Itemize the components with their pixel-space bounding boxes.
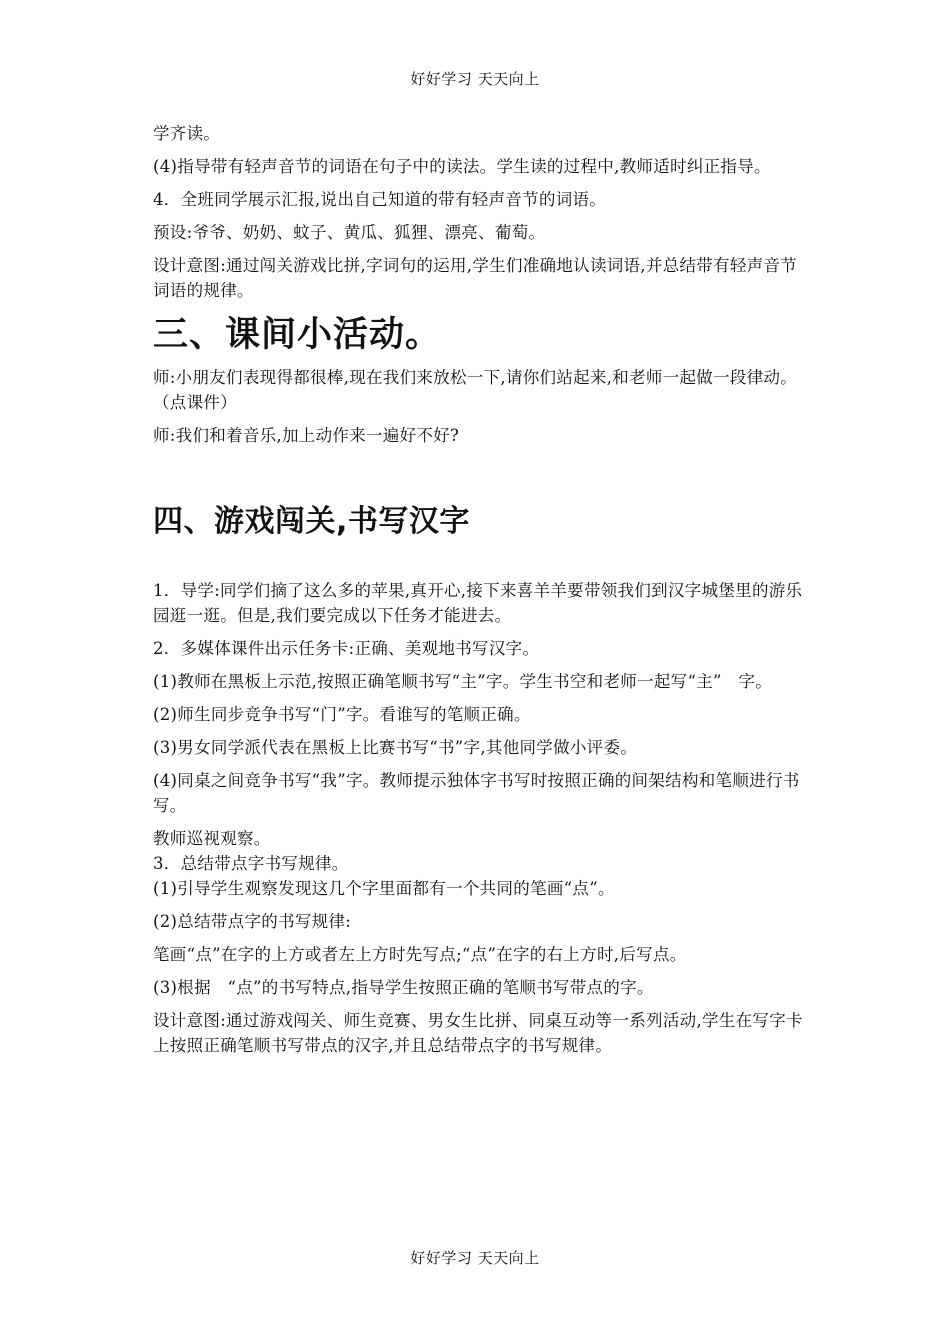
paragraph: 预设:爷爷、奶奶、蚊子、黄瓜、狐狸、漂亮、葡萄。 [153,223,546,242]
paragraph: 师:我们和着音乐,加上动作来一遍好不好? [153,426,460,445]
paragraph: (4)同桌之间竞争书写“我”字。教师提示独体字书写时按照正确的间架结构和笔顺进行书写。 [153,771,800,815]
paragraph: (2)师生同步竞争书写“门”字。看谁写的笔顺正确。 [153,705,531,724]
document-body [153,121,813,1066]
paragraph: (1)教师在黑板上示范,按照正确笔顺书写“主”字。学生书空和老师一起写“主” 字。 [153,672,772,691]
paragraph: 设计意图:通过游戏闯关、师生竞赛、男女生比拼、同桌互动等一系列活动,学生在写字卡上按照正确笔顺书写带点的汉字,并且总结带点字的书写规律。 [153,1011,803,1055]
page-footer: 好好学习 天天向上 [410,1249,540,1267]
paragraph: (1)引导学生观察发现这几个字里面都有一个共同的笔画“点”。 [153,879,615,898]
paragraph: (2)总结带点字的书写规律: [153,912,352,931]
paragraph: (4)指导带有轻声音节的词语在句子中的读法。学生读的过程中,教师适时纠正指导。 [153,157,771,176]
paragraph: 笔画“点”在字的上方或者左上方时先写点;“点”在字的右上方时,后写点。 [153,945,687,964]
paragraph: 2．多媒体课件出示任务卡:正确、美观地书写汉字。 [153,639,540,658]
paragraph: 师:小朋友们表现得都很棒,现在我们来放松一下,请你们站起来,和老师一起做一段律动。（点课件） [153,368,798,412]
section-heading: 四、游戏闯关,书写汉字 [153,504,470,539]
paragraph: 设计意图:通过闯关游戏比拼,字词句的运用,学生们准确地认读词语,并总结带有轻声音节词语的规律。 [153,256,798,300]
paragraph: (3)根据 “点”的书写特点,指导学生按照正确的笔顺书写带点的字。 [153,978,654,997]
section-heading: 三、课间小活动。 [153,315,442,355]
paragraph: 3．总结带点字书写规律。 [153,854,349,873]
paragraph: 4．全班同学展示汇报,说出自己知道的带有轻声音节的词语。 [153,190,607,209]
page-header: 好好学习 天天向上 [410,70,540,88]
paragraph: (3)男女同学派代表在黑板上比赛书写“书”字,其他同学做小评委。 [153,738,638,757]
paragraph: 教师巡视观察。 [153,829,271,848]
paragraph: 学齐读。 [153,124,221,143]
paragraph: 1．导学:同学们摘了这么多的苹果,真开心,接下来喜羊羊要带领我们到汉字城堡里的游乐园逛一逛。但是,我们要完成以下任务才能进去。 [153,581,803,625]
